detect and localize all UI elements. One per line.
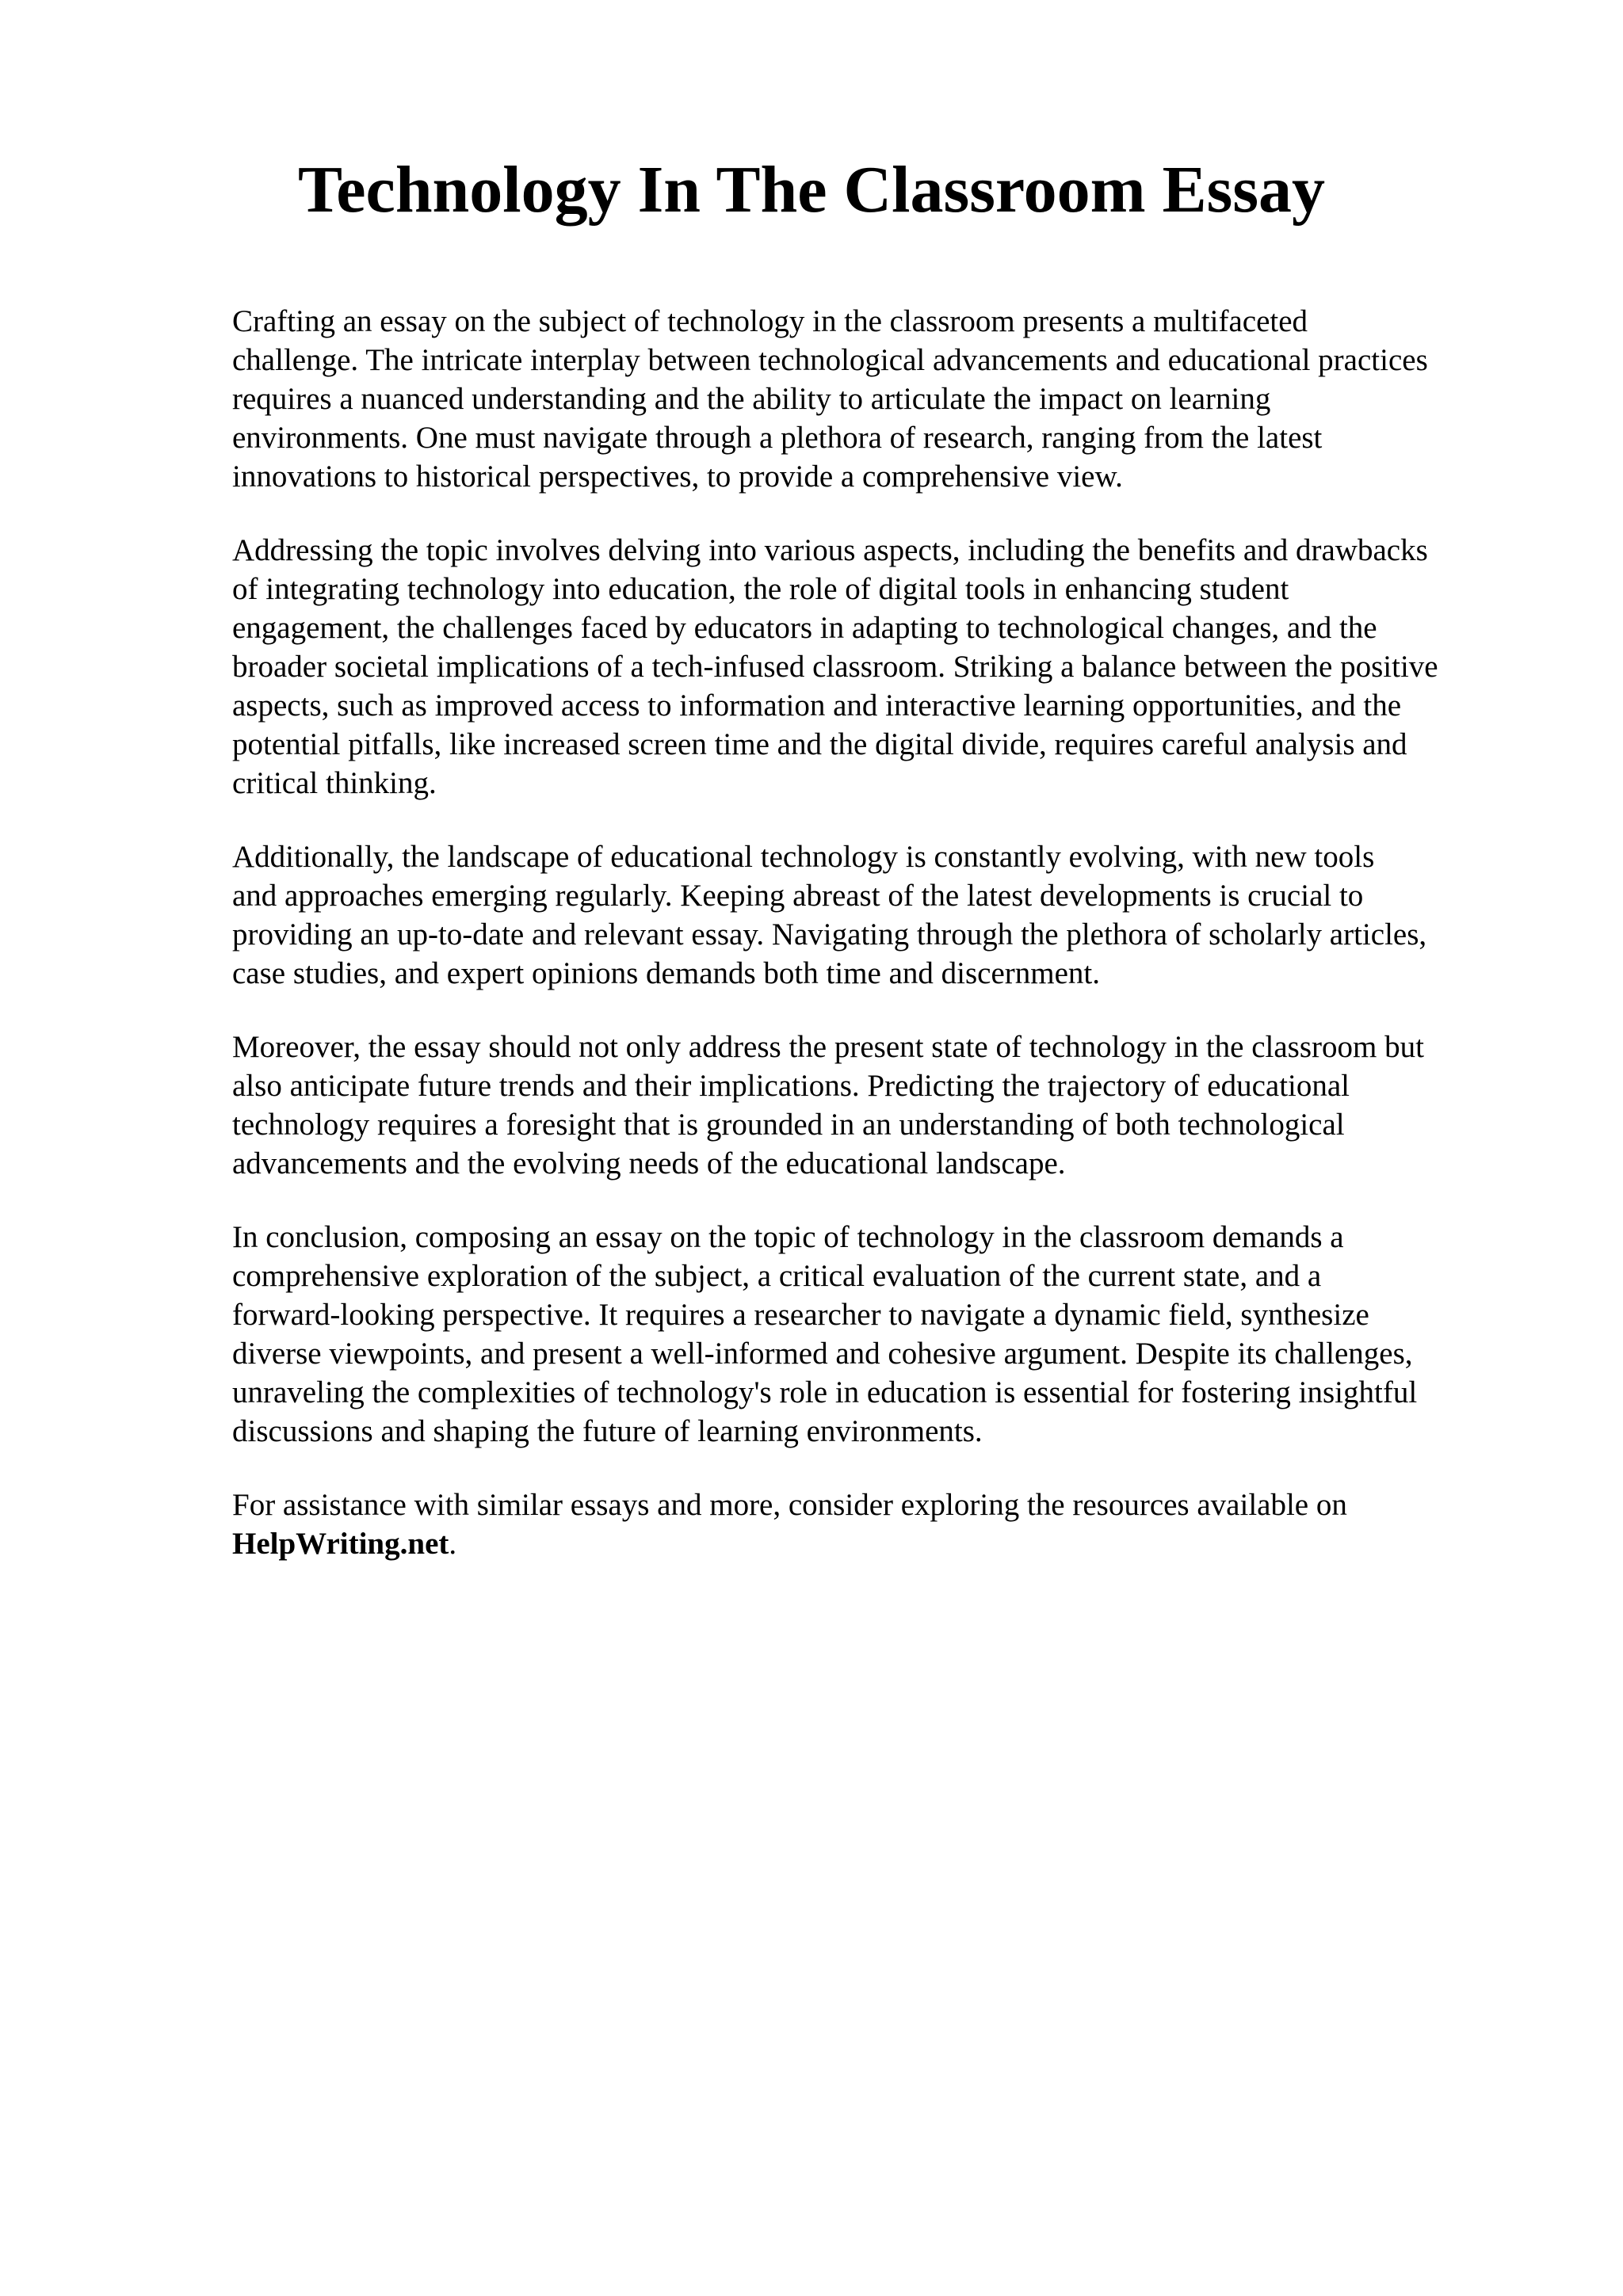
page-title: Technology In The Classroom Essay — [297, 153, 1326, 227]
paragraph-1: Crafting an essay on the subject of technology in the classroom presents a multifaceted challenge. The intricate interplay between technological advancements and educational practices requires a nuanced understanding and the ability to articulate the impact on learning environments. One must navigate through a plethora of research, ranging from the latest innovations to historical perspectives, to provide a comprehensive view. — [232, 304, 1428, 494]
paragraph-4: Moreover, the essay should not only address the present state of technology in the classroom but also anticipate future trends and their implications. Predicting the trajectory of educational technology requires a foresight that is grounded in an understanding of both technological advancements and the evolving needs of the educational landscape. — [232, 1030, 1424, 1180]
essay-body — [232, 302, 1548, 1598]
closing-period: . — [449, 1527, 457, 1561]
closing-paragraph — [232, 1486, 1548, 1563]
paragraph-3: Additionally, the landscape of educational technology is constantly evolving, with new tools and approaches emerging regularly. Keeping abreast of the latest developments is crucial to providing an up-to-date and relevant essay. Navigating through the plethora of scholarly articles, case studies, and expert opinions demands both time and discernment. — [232, 840, 1427, 990]
paragraph-2: Addressing the topic involves delving into various aspects, including the benefits and drawbacks of integrating technology into education, the role of digital tools in enhancing student engagement, the challenges faced by educators in adapting to technological changes, and the broader societal implications of a tech-infused classroom. Striking a balance between the positive aspects, such as improved access to information and interactive learning opportunities, and the potential pitfalls, like increased screen time and the digital divide, requires careful analysis and critical thinking. — [232, 533, 1438, 800]
paragraph-5: In conclusion, composing an essay on the topic of technology in the classroom demands a comprehensive exploration of the subject, a critical evaluation of the current state, and a forward-looking perspective. It requires a researcher to navigate a dynamic field, synthesize diverse viewpoints, and present a well-informed and cohesive argument. Despite its challenges, unraveling the complexities of technology's role in education is essential for fostering insightful discussions and shaping the future of learning environments. — [232, 1220, 1418, 1448]
brand-link[interactable]: HelpWriting.net — [232, 1527, 449, 1561]
closing-text: For assistance with similar essays and more, consider exploring the resources available on — [232, 1488, 1347, 1522]
